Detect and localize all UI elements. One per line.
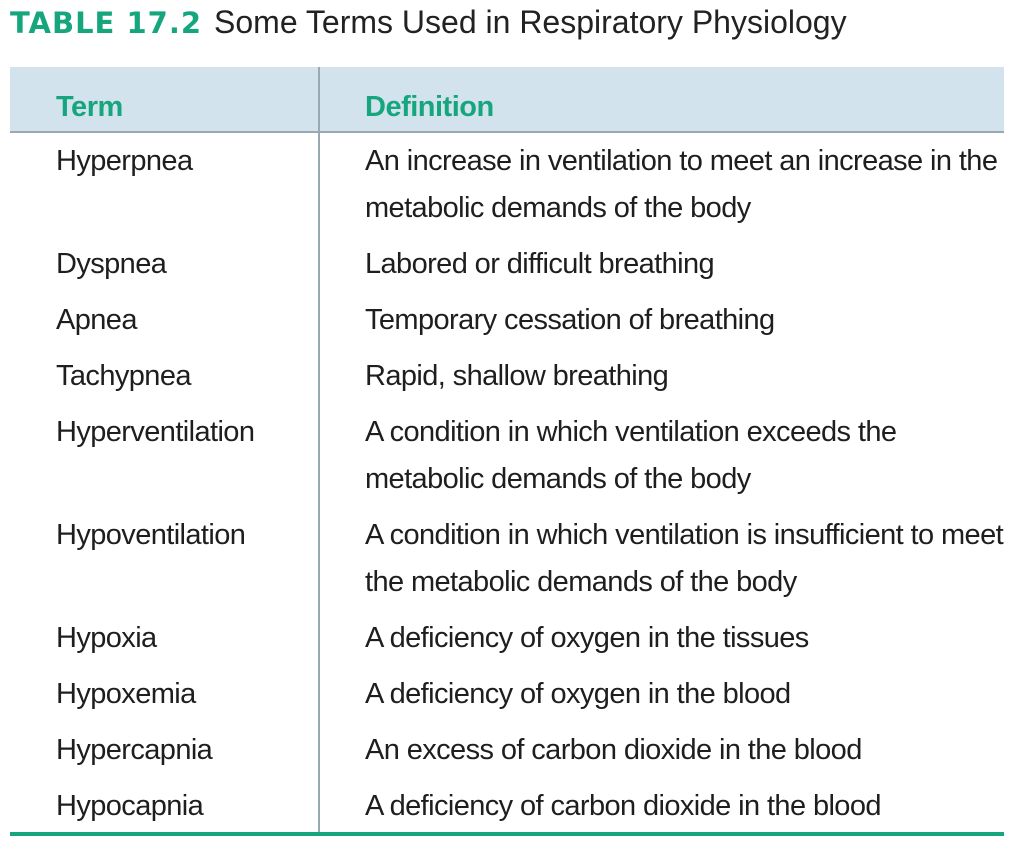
definition-cell: A deficiency of oxygen in the blood xyxy=(365,678,791,710)
definition-cell: A deficiency of carbon dioxide in the blood xyxy=(365,790,881,822)
definition-cell: An excess of carbon dioxide in the blood xyxy=(365,734,862,766)
term-cell: Hyperpnea xyxy=(56,145,193,177)
term-cell: Hypoxemia xyxy=(56,678,196,710)
definition-cell: An increase in ventilation to meet an increase in the metabolic demands of the body xyxy=(365,145,998,224)
definition-cell: Temporary cessation of breathing xyxy=(365,304,775,336)
table-row xyxy=(10,778,1004,834)
page-title xyxy=(10,2,847,42)
definition-cell: Labored or difficult breathing xyxy=(365,248,715,280)
header-term: Term xyxy=(56,91,123,123)
table-row xyxy=(10,292,1004,348)
table-header-row xyxy=(10,67,1004,133)
table-row xyxy=(10,133,1004,236)
table-row xyxy=(10,666,1004,722)
term-cell: Tachypnea xyxy=(56,360,191,392)
table-row xyxy=(10,404,1004,507)
definition-cell: A condition in which ventilation is insufficient to meet the metabolic demands of the body xyxy=(365,519,1004,598)
table-row xyxy=(10,610,1004,666)
term-cell: Hyperventilation xyxy=(56,416,255,448)
term-cell: Dyspnea xyxy=(56,248,167,280)
terms-table xyxy=(10,67,1004,834)
definition-cell: A deficiency of oxygen in the tissues xyxy=(365,622,809,654)
definition-cell: Rapid, shallow breathing xyxy=(365,360,669,392)
table-body xyxy=(10,133,1004,834)
term-cell: Hypocapnia xyxy=(56,790,204,822)
table-bottom-rule xyxy=(10,832,1004,836)
term-cell: Hypercapnia xyxy=(56,734,213,766)
table-row xyxy=(10,722,1004,778)
header-definition: Definition xyxy=(365,91,494,123)
term-cell: Hypoxia xyxy=(56,622,157,654)
table-row xyxy=(10,348,1004,404)
term-cell: Hypoventilation xyxy=(56,519,246,551)
definition-cell: A condition in which ventilation exceeds the metabolic demands of the body xyxy=(365,416,897,495)
table-row xyxy=(10,507,1004,610)
term-cell: Apnea xyxy=(56,304,137,336)
table-row xyxy=(10,236,1004,292)
table-number: TABLE 17.2 xyxy=(10,6,203,40)
table-title: Some Terms Used in Respiratory Physiology xyxy=(214,4,847,40)
